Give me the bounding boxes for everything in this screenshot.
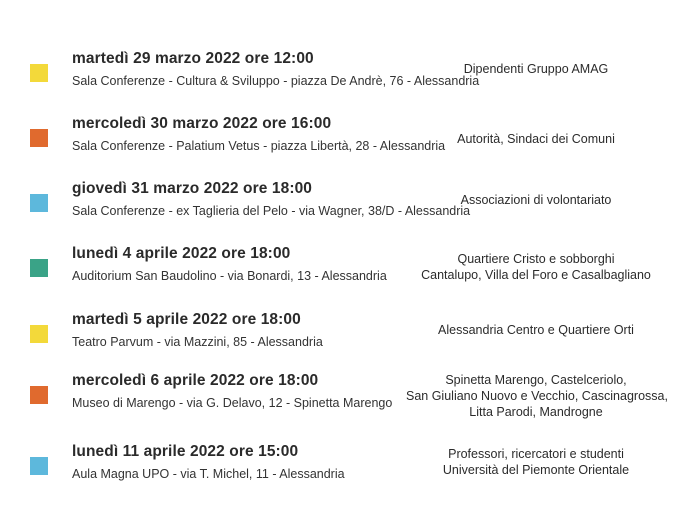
audience-line: Spinetta Marengo, Castelceriolo, bbox=[445, 373, 627, 387]
event-date-time: mercoledì 30 marzo 2022 ore 16:00 bbox=[72, 115, 332, 132]
event-date-time: martedì 29 marzo 2022 ore 12:00 bbox=[72, 50, 314, 67]
color-marker bbox=[30, 194, 48, 212]
color-marker bbox=[30, 64, 48, 82]
event-venue: Museo di Marengo - via G. Delavo, 12 - Spinetta Marengo bbox=[72, 396, 393, 410]
color-marker bbox=[30, 386, 48, 404]
audience-line: San Giuliano Nuovo e Vecchio, Cascinagrossa, bbox=[406, 389, 668, 403]
color-marker bbox=[30, 457, 48, 475]
audience-line: Università del Piemonte Orientale bbox=[442, 463, 630, 477]
event-date-time: giovedì 31 marzo 2022 ore 18:00 bbox=[72, 180, 313, 197]
color-marker bbox=[30, 325, 48, 343]
audience-line: Associazioni di volontariato bbox=[460, 193, 612, 207]
event-row bbox=[0, 372, 678, 432]
event-date-time: martedì 5 aprile 2022 ore 18:00 bbox=[72, 311, 301, 328]
audience-line: Cantalupo, Villa del Foro e Casalbagliano bbox=[421, 268, 651, 282]
event-audience bbox=[406, 446, 666, 478]
event-date-time: lunedì 11 aprile 2022 ore 15:00 bbox=[72, 443, 299, 460]
color-marker bbox=[30, 259, 48, 277]
event-venue: Auditorium San Baudolino - via Bonardi, 13 - Alessandria bbox=[72, 269, 387, 283]
event-date-time: lunedì 4 aprile 2022 ore 18:00 bbox=[72, 245, 291, 262]
color-marker bbox=[30, 129, 48, 147]
audience-line: Professori, ricercatori e studenti bbox=[448, 447, 624, 461]
audience-line: Alessandria Centro e Quartiere Orti bbox=[438, 323, 634, 337]
audience-line: Dipendenti Gruppo AMAG bbox=[463, 62, 609, 76]
event-row bbox=[0, 50, 678, 110]
event-row bbox=[0, 443, 678, 503]
event-audience bbox=[406, 131, 666, 147]
event-audience bbox=[406, 372, 666, 420]
event-row bbox=[0, 115, 678, 175]
event-date-time: mercoledì 6 aprile 2022 ore 18:00 bbox=[72, 372, 319, 389]
audience-line: Litta Parodi, Mandrogne bbox=[469, 405, 603, 419]
event-venue: Sala Conferenze - Palatium Vetus - piazza Libertà, 28 - Alessandria bbox=[72, 139, 446, 153]
event-audience bbox=[406, 61, 666, 77]
event-audience bbox=[406, 192, 666, 208]
event-row bbox=[0, 311, 678, 371]
event-venue: Aula Magna UPO - via T. Michel, 11 - Alessandria bbox=[72, 467, 345, 481]
event-row bbox=[0, 245, 678, 305]
event-venue: Teatro Parvum - via Mazzini, 85 - Alessandria bbox=[72, 335, 323, 349]
event-venue: Sala Conferenze - Cultura & Sviluppo - piazza De Andrè, 76 - Alessandria bbox=[72, 74, 480, 88]
event-audience bbox=[406, 322, 666, 338]
event-row bbox=[0, 180, 678, 240]
audience-line: Quartiere Cristo e sobborghi bbox=[457, 252, 615, 266]
audience-line: Autorità, Sindaci dei Comuni bbox=[457, 132, 615, 146]
event-audience bbox=[406, 251, 666, 283]
event-venue: Sala Conferenze - ex Taglieria del Pelo - via Wagner, 38/D - Alessandria bbox=[72, 204, 471, 218]
